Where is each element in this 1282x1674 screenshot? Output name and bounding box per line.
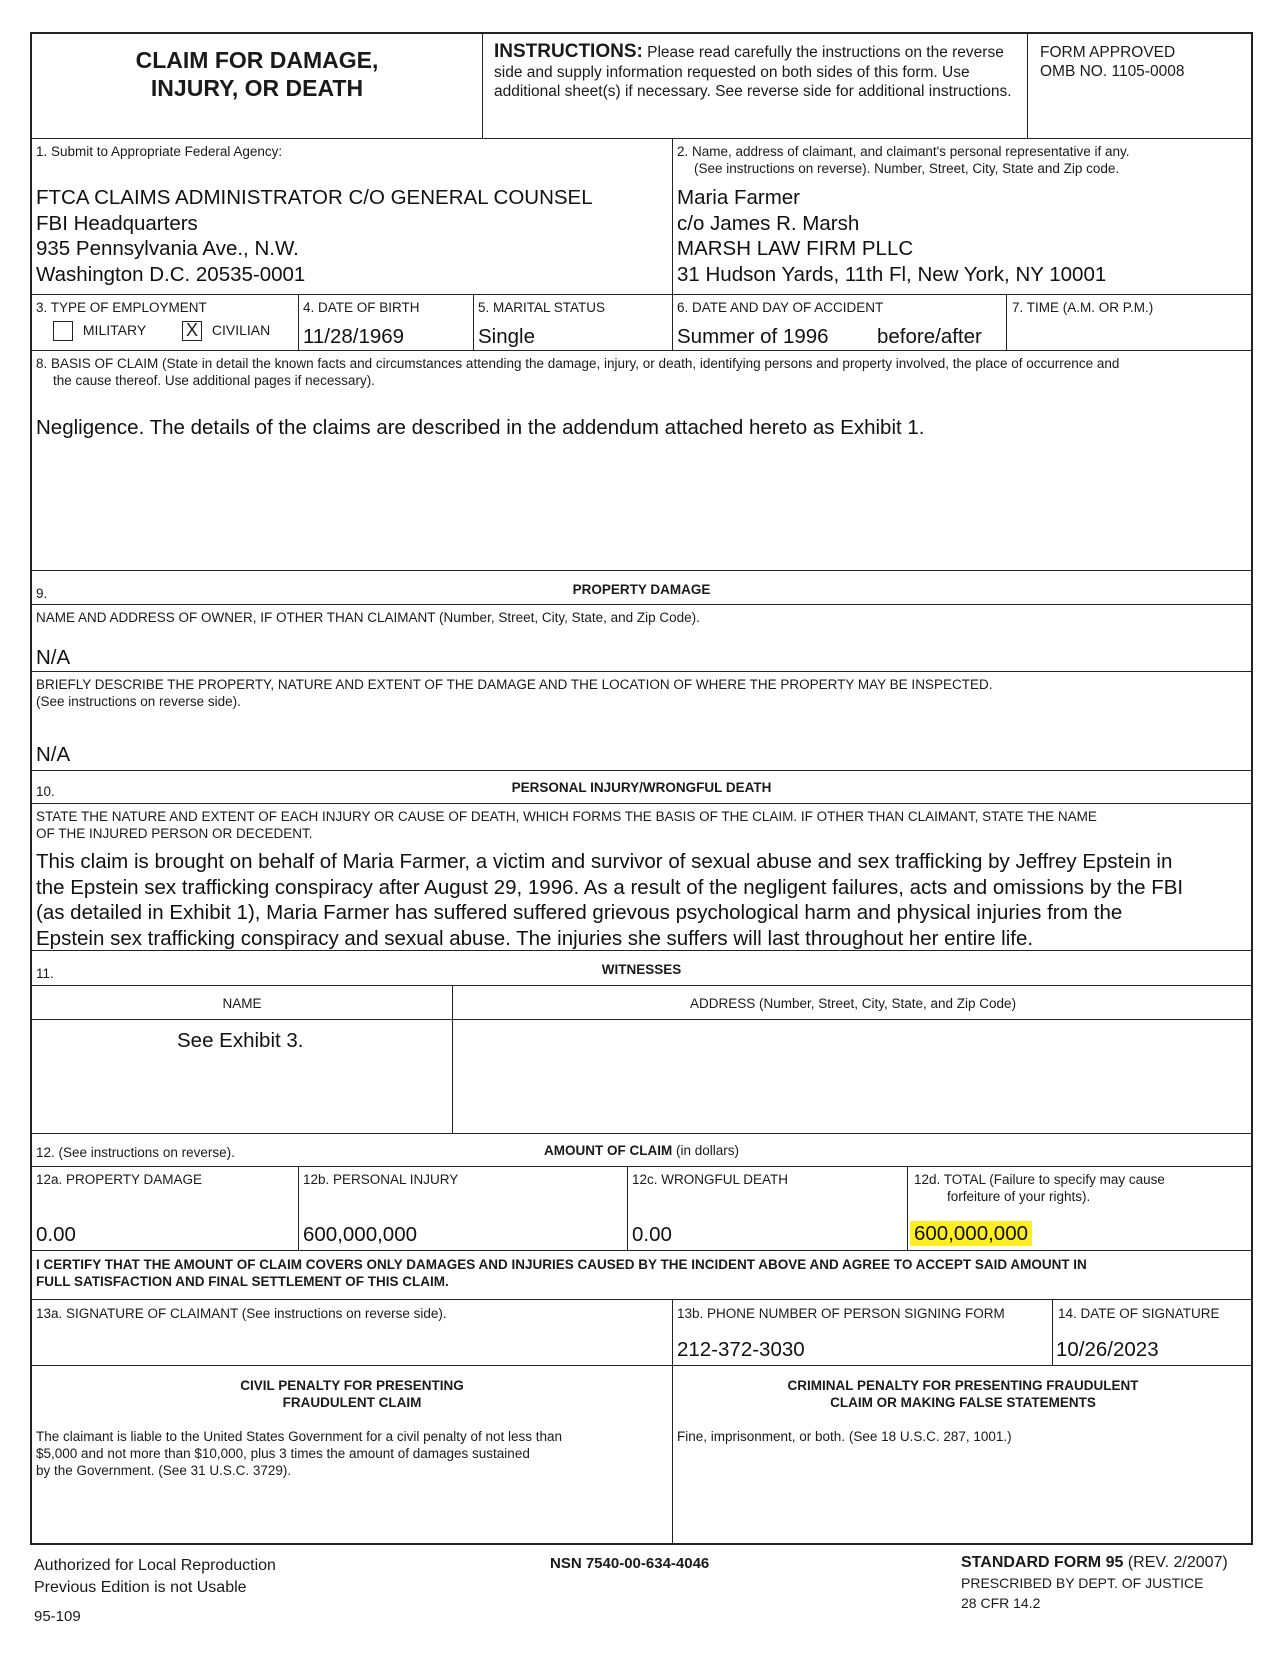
wrongful-death-value: 0.00	[632, 1223, 672, 1246]
personal-injury-value: 600,000,000	[303, 1223, 418, 1246]
employment-cell	[32, 295, 299, 350]
certify-statement: I CERTIFY THAT THE AMOUNT OF CLAIM COVERS ONLY DAMAGES AND INJURIES CAUSED BY THE INCIDENT ABOVE AND AGREE TO ACCEPT SAID AMOUNT IN FULL SATISFACTION AND FINAL SETTLEMENT OF THIS CLAIM.	[36, 1257, 1087, 1289]
owner-row: NAME AND ADDRESS OF OWNER, IF OTHER THAN CLAIMANT (Number, Street, City, State, and Zip Code). N/A	[32, 605, 1251, 672]
injury-row: STATE THE NATURE AND EXTENT OF EACH INJURY OR CAUSE OF DEATH, WHICH FORMS THE BASIS OF THE CLAIM. IF OTHER THAN CLAIMANT, STATE THE NAME OF THE INJURED PERSON OR DECEDENT. This claim is brought on behalf of Maria Farmer, a victim and survivor of sexual abuse and sex trafficking by Jeffrey Epstein in the Epstein sex trafficking conspiracy after August 29, 1996. As a result of the negligent failures, acts and omissions by the FBI (as detailed in Exhibit 1), Maria Farmer has suffered suffered grievous psychological harm and physical injuries from the Epstein sex trafficking conspiracy and sexual abuse. The injuries she suffers will last throughout her entire life.	[32, 804, 1251, 951]
basis-row	[32, 351, 1251, 571]
injury-header-row: 10. PERSONAL INJURY/WRONGFUL DEATH	[32, 771, 1251, 804]
property-describe-value: N/A	[36, 743, 71, 766]
civilian-option[interactable]: X CIVILIAN	[182, 321, 270, 341]
reproduction-note: Authorized for Local Reproduction Previous Edition is not Usable	[34, 1557, 276, 1596]
witness-name-header: NAME	[222, 996, 262, 1011]
agency-claimant-row	[32, 139, 1251, 295]
agency-cell	[32, 139, 673, 294]
form-title-cell	[32, 34, 483, 138]
certify-row	[32, 1251, 1251, 1300]
witnesses-columns	[32, 986, 1251, 1020]
property-describe-row: BRIEFLY DESCRIBE THE PROPERTY, NATURE AND EXTENT OF THE DAMAGE AND THE LOCATION OF WHERE THE PROPERTY MAY BE INSPECTED. (See instructions on reverse side). N/A	[32, 672, 1251, 771]
standard-form-info: STANDARD FORM 95 (REV. 2/2007) PRESCRIBED BY DEPT. OF JUSTICE 28 CFR 14.2	[961, 1554, 1228, 1611]
owner-value: N/A	[36, 646, 71, 669]
agency-label: 1. Submit to Appropriate Federal Agency:	[36, 144, 283, 159]
total-label: 12d. TOTAL (Failure to specify may cause forfeiture of your rights).	[914, 1172, 1165, 1204]
form-code: 95-109	[34, 1608, 81, 1625]
dob-value: 11/28/1969	[303, 325, 405, 348]
claimant-address: Maria Farmer c/o James R. Marsh MARSH LAW FIRM PLLC 31 Hudson Yards, 11th Fl, New York, NY 10001	[677, 186, 1107, 286]
witnesses-header-row: 11. WITNESSES	[32, 951, 1251, 986]
form-header	[32, 34, 1251, 139]
military-option[interactable]: MILITARY	[53, 321, 146, 341]
injury-heading: PERSONAL INJURY/WRONGFUL DEATH	[511, 780, 772, 795]
military-checkbox[interactable]	[53, 321, 73, 341]
signature-date-value: 10/26/2023	[1056, 1338, 1159, 1361]
agency-address: FTCA CLAIMS ADMINISTRATOR C/O GENERAL COUNSEL FBI Headquarters 935 Pennsylvania Ave., N.W. Washington D.C. 20535-0001	[36, 186, 593, 286]
accident-value: Summer of 1996	[677, 325, 829, 348]
basis-label: 8. BASIS OF CLAIM (State in detail the known facts and circumstances attending the damage, injury, or death, identifying persons and property involved, the place of occurrence and the cause thereof. Use additional pages if necessary).	[36, 356, 1120, 388]
signature-row: 13a. SIGNATURE OF CLAIMANT (See instructions on reverse side). 13b. PHONE NUMBER OF PERSON SIGNING FORM 212-372-3030 14. DATE OF SIGNATURE 10/26/2023	[32, 1300, 1251, 1366]
employment-row	[32, 295, 1251, 351]
amount-heading: AMOUNT OF CLAIM (in dollars)	[543, 1143, 740, 1158]
witness-name-value: See Exhibit 3.	[177, 1029, 304, 1052]
total-value: 600,000,000	[910, 1221, 1032, 1246]
civil-penalty-cell	[32, 1366, 673, 1545]
criminal-penalty-text: Fine, imprisonment, or both. (See 18 U.S.C. 287, 1001.)	[677, 1429, 1012, 1444]
property-header-row: 9. PROPERTY DAMAGE	[32, 571, 1251, 605]
witnesses-heading: WITNESSES	[601, 962, 682, 977]
signature-cell[interactable]: 13a. SIGNATURE OF CLAIMANT (See instructions on reverse side).	[32, 1300, 673, 1365]
amount-header-row: 12. (See instructions on reverse). AMOUNT OF CLAIM (in dollars)	[32, 1134, 1251, 1167]
nsn-number: NSN 7540-00-634-4046	[550, 1555, 710, 1572]
instructions-text: INSTRUCTIONS: Please read carefully the instructions on the reverse side and supply information requested on both sides of this form. Use additional sheet(s) if necessary. See reverse side for additional instructions.	[494, 41, 1012, 100]
witnesses-body	[32, 1020, 1251, 1134]
injury-description: This claim is brought on behalf of Maria Farmer, a victim and survivor of sexual abuse and sex trafficking by Jeffrey Epstein in the Epstein sex trafficking conspiracy after August 29, 1996. As a result of the negligent failures, acts and omissions by the FBI (as detailed in Exhibit 1), Maria Farmer has suffered suffered grievous psychological harm and physical injuries from the Epstein sex trafficking conspiracy and sexual abuse. The injuries she suffers will last throughout her entire life.	[36, 850, 1184, 950]
dob-cell: 4. DATE OF BIRTH 11/28/1969	[299, 295, 474, 350]
marital-cell: 5. MARITAL STATUS Single	[474, 295, 673, 350]
civil-penalty-heading: CIVIL PENALTY FOR PRESENTING FRAUDULENT CLAIM	[240, 1378, 464, 1410]
amount-row: 12a. PROPERTY DAMAGE 0.00 12b. PERSONAL INJURY 600,000,000 12c. WRONGFUL DEATH 0.00 12d. TOTAL (Failure to specify may cause forfeiture of your rights). 600,000,000	[32, 1167, 1251, 1251]
omb-approval: FORM APPROVED OMB NO. 1105-0008	[1040, 44, 1185, 80]
instructions-cell	[483, 34, 1028, 138]
accident-day: before/after	[877, 325, 982, 348]
property-heading: PROPERTY DAMAGE	[572, 582, 711, 597]
employment-label: 3. TYPE OF EMPLOYMENT	[36, 300, 207, 315]
civilian-checkbox[interactable]: X	[182, 321, 202, 341]
witness-address-header: ADDRESS (Number, Street, City, State, and Zip Code)	[689, 996, 1017, 1011]
penalties-row	[32, 1366, 1251, 1545]
accident-cell: 6. DATE AND DAY OF ACCIDENT Summer of 1996 before/after	[673, 295, 1007, 350]
phone-value: 212-372-3030	[677, 1338, 805, 1361]
basis-value: Negligence. The details of the claims are described in the addendum attached hereto as Exhibit 1.	[36, 416, 925, 439]
claim-form	[30, 32, 1253, 1545]
civil-penalty-text: The claimant is liable to the United States Government for a civil penalty of not less than $5,000 and not more than $10,000, plus 3 times the amount of damages sustained by the Government. (See 31 U.S.C. 3729).	[36, 1429, 563, 1478]
criminal-penalty-heading: CRIMINAL PENALTY FOR PRESENTING FRAUDULENT CLAIM OR MAKING FALSE STATEMENTS	[787, 1378, 1139, 1410]
property-damage-value: 0.00	[36, 1223, 76, 1246]
form-title: CLAIM FOR DAMAGE, INJURY, OR DEATH	[135, 47, 379, 101]
time-label: 7. TIME (A.M. OR P.M.)	[1012, 300, 1154, 315]
claimant-label: 2. Name, address of claimant, and claimant's personal representative if any. (See instructions on reverse). Number, Street, City, State and Zip code.	[677, 144, 1130, 176]
marital-value: Single	[478, 325, 535, 348]
